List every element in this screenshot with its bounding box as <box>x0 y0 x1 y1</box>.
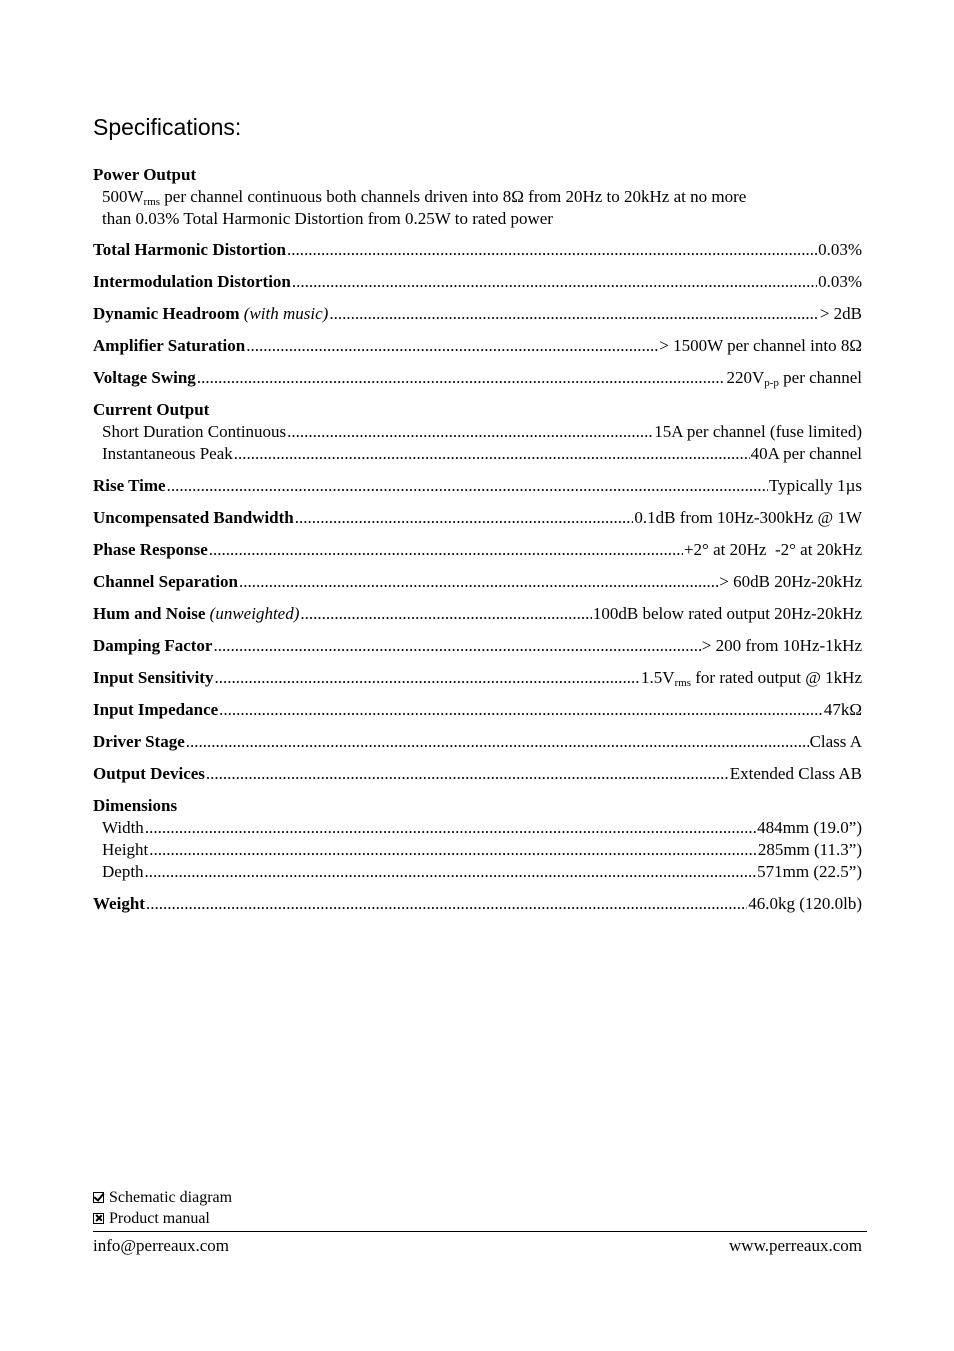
spec-label <box>93 303 328 325</box>
spec-label: Amplifier Saturation <box>93 336 246 355</box>
spec-label: Voltage Swing <box>93 368 196 387</box>
spec-qualifier: (with music) <box>239 304 329 323</box>
spec-value: 0.03% <box>818 272 862 291</box>
spec-label: Intermodulation Distortion <box>93 272 291 291</box>
crossed-box-icon <box>93 1213 104 1224</box>
footer-divider <box>93 1231 867 1232</box>
leader-dots <box>186 731 809 753</box>
spec-label: Short Duration Continuous <box>102 422 287 441</box>
power-value: 500W <box>102 187 144 206</box>
spec-label: Depth <box>102 862 144 881</box>
power-subscript: rms <box>143 196 161 208</box>
spec-label: Uncompensated Bandwidth <box>93 508 294 527</box>
spec-dimension-height <box>93 839 862 861</box>
checklist-item-schematic <box>93 1187 232 1208</box>
spec-value: Class A <box>809 732 862 751</box>
power-output-description <box>93 186 862 230</box>
page-title: Specifications: <box>93 114 242 140</box>
checklist-label: Schematic diagram <box>109 1189 233 1206</box>
spec-value: 46.0kg (120.0lb) <box>748 894 862 913</box>
leader-dots <box>214 667 640 689</box>
spec-value: 100dB below rated output 20Hz-20kHz <box>592 604 862 623</box>
power-desc-1: per channel continuous both channels driven into 8Ω from 20Hz to 20kHz at no more <box>160 187 747 206</box>
checklist-item-manual <box>93 1208 232 1229</box>
spec-label: Channel Separation <box>93 572 238 591</box>
checked-box-icon <box>93 1192 104 1203</box>
specifications-list <box>93 164 862 915</box>
spec-label-text: Dynamic Headroom <box>93 304 240 323</box>
spec-heading: Current Output <box>93 400 210 419</box>
spec-input-sensitivity <box>93 667 862 689</box>
leader-dots <box>287 421 653 443</box>
spec-heading: Power Output <box>93 165 197 184</box>
spec-label: Input Sensitivity <box>93 668 214 687</box>
leader-dots <box>149 839 757 861</box>
spec-value-subscript: p-p <box>764 377 779 389</box>
spec-dimension-width <box>93 817 862 839</box>
spec-label: Damping Factor <box>93 636 213 655</box>
leader-dots <box>213 635 700 657</box>
spec-label <box>93 603 299 625</box>
spec-hum-and-noise <box>93 603 862 625</box>
leader-dots <box>246 335 658 357</box>
leader-dots <box>145 861 757 883</box>
spec-value: +2° at 20Hz -2° at 20kHz <box>683 540 862 559</box>
spec-value: 0.03% <box>818 240 862 259</box>
spec-value: > 60dB 20Hz-20kHz <box>719 572 862 591</box>
spec-current-peak <box>93 443 862 465</box>
spec-thd <box>93 239 862 261</box>
spec-label: Weight <box>93 894 145 913</box>
footer-website: www.perreaux.com <box>729 1236 862 1255</box>
spec-label: Output Devices <box>93 764 205 783</box>
spec-label: Rise Time <box>93 476 166 495</box>
spec-channel-separation <box>93 571 862 593</box>
spec-value: > 2dB <box>819 304 862 323</box>
spec-qualifier: (unweighted) <box>205 604 300 623</box>
leader-dots <box>145 817 756 839</box>
spec-value-main: 220V <box>726 368 765 387</box>
spec-uncompensated-bandwidth <box>93 507 862 529</box>
spec-value: 47kΩ <box>823 700 862 719</box>
spec-current-short <box>93 421 862 443</box>
leader-dots <box>167 475 768 497</box>
leader-dots <box>209 539 683 561</box>
spec-label: Driver Stage <box>93 732 185 751</box>
spec-label: Phase Response <box>93 540 208 559</box>
leader-dots <box>219 699 823 721</box>
spec-value <box>726 367 862 389</box>
leader-dots <box>287 239 817 261</box>
spec-input-impedance <box>93 699 862 721</box>
spec-heading: Dimensions <box>93 796 178 815</box>
spec-value: Extended Class AB <box>729 764 862 783</box>
spec-value: 285mm (11.3”) <box>757 840 862 859</box>
spec-damping-factor <box>93 635 862 657</box>
leader-dots <box>239 571 718 593</box>
spec-phase-response <box>93 539 862 561</box>
spec-value: 40A per channel <box>750 444 862 463</box>
leader-dots <box>300 603 592 625</box>
spec-value: 484mm (19.0”) <box>757 818 862 837</box>
spec-power-output <box>93 164 862 230</box>
leader-dots <box>234 443 750 465</box>
spec-weight <box>93 893 862 915</box>
spec-dimension-depth <box>93 861 862 883</box>
spec-driver-stage <box>93 731 862 753</box>
spec-current-output <box>93 399 862 465</box>
spec-value: > 200 from 10Hz-1kHz <box>701 636 862 655</box>
spec-dimensions <box>93 795 862 883</box>
spec-label: Width <box>102 818 144 837</box>
spec-value-suffix: per channel <box>778 368 862 387</box>
document-checklist <box>93 1187 232 1229</box>
spec-label: Instantaneous Peak <box>102 444 233 463</box>
leader-dots <box>206 763 729 785</box>
footer-email: info@perreaux.com <box>93 1236 230 1255</box>
spec-label-text: Hum and Noise <box>93 604 206 623</box>
spec-value: 0.1dB from 10Hz-300kHz @ 1W <box>634 508 862 527</box>
spec-output-devices <box>93 763 862 785</box>
spec-dynamic-headroom <box>93 303 862 325</box>
spec-rise-time <box>93 475 862 497</box>
spec-value: 571mm (22.5”) <box>757 862 862 881</box>
spec-voltage-swing <box>93 367 862 389</box>
power-desc-2: than 0.03% Total Harmonic Distortion from 0.25W to rated power <box>102 209 553 228</box>
spec-value: 15A per channel (fuse limited) <box>654 422 862 441</box>
spec-label: Height <box>102 840 149 859</box>
leader-dots <box>329 303 818 325</box>
checklist-label: Product manual <box>109 1210 210 1227</box>
leader-dots <box>295 507 634 529</box>
spec-value-suffix: for rated output @ 1kHz <box>691 668 862 687</box>
spec-value-subscript: rms <box>674 677 692 689</box>
leader-dots <box>197 367 726 389</box>
spec-value: > 1500W per channel into 8Ω <box>659 336 862 355</box>
spec-value: Typically 1µs <box>768 476 862 495</box>
spec-label: Total Harmonic Distortion <box>93 240 286 259</box>
leader-dots <box>292 271 817 293</box>
spec-value-main: 1.5V <box>640 668 675 687</box>
spec-amplifier-saturation <box>93 335 862 357</box>
leader-dots <box>146 893 747 915</box>
spec-value <box>641 667 862 689</box>
spec-label: Input Impedance <box>93 700 219 719</box>
spec-imd <box>93 271 862 293</box>
